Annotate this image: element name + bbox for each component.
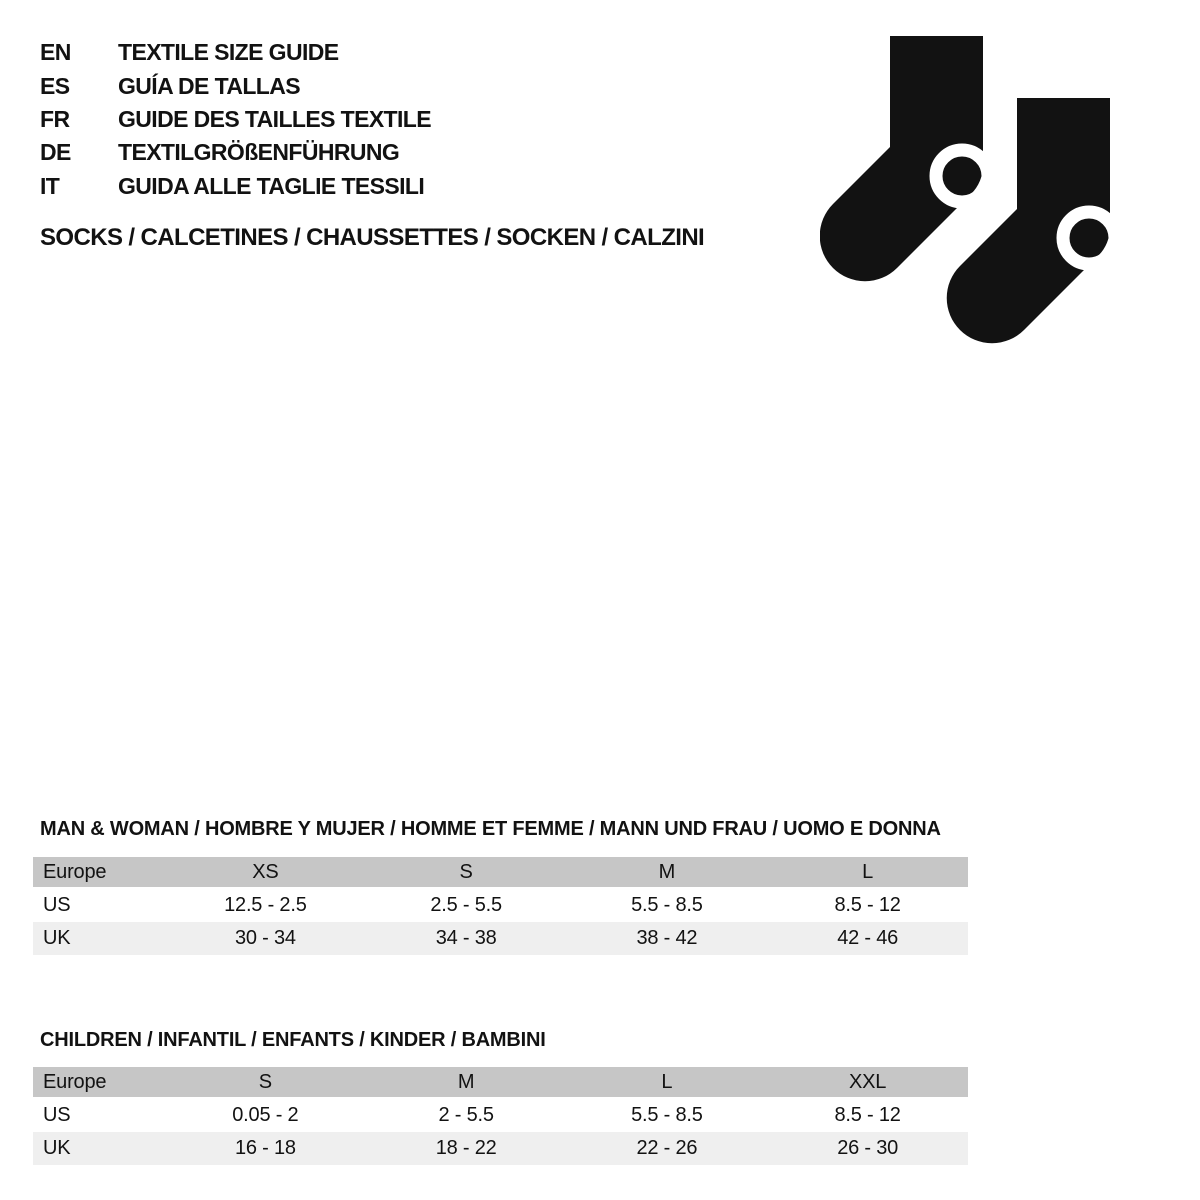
column-header: L [862,860,874,883]
table-cell: 42 - 46 [837,927,899,949]
language-row-fr [40,103,431,136]
language-title: GUIDA ALLE TAGLIE TESSILI [118,172,425,199]
language-row-it [40,170,431,203]
language-list [40,36,431,203]
table-header-row [33,857,968,887]
table-cell: 16 - 18 [234,1137,296,1159]
table-cell: 2 - 5.5 [438,1104,494,1126]
language-code: EN [40,39,71,66]
row-label: US [43,1104,71,1126]
language-code: DE [40,139,71,166]
table-cell: 30 - 34 [234,927,296,949]
column-header: S [459,860,473,883]
language-code: ES [40,72,70,99]
table-cell: 8.5 - 12 [834,1104,901,1126]
table-cell: 2.5 - 5.5 [430,894,502,916]
language-title: TEXTILE SIZE GUIDE [118,39,339,66]
row-label: US [43,894,71,916]
row-label: UK [43,1137,71,1159]
language-row-en [40,36,431,69]
column-header: L [661,1070,673,1093]
table-cell: 34 - 38 [435,927,497,949]
language-row-de [40,136,431,169]
table-row-us [33,889,968,922]
table-row-uk [33,1132,968,1165]
children-table [33,1067,968,1165]
table-header-row [33,1067,968,1097]
table-cell: 38 - 42 [636,927,698,949]
socks-icon [820,36,1120,348]
table-cell: 5.5 - 8.5 [631,1104,703,1126]
table-cell: 12.5 - 2.5 [224,894,307,916]
column-header: Europe [43,860,107,883]
language-code: FR [40,105,70,132]
language-code: IT [40,172,60,199]
language-row-es [40,69,431,102]
column-header: XS [252,860,279,883]
man-woman-table [33,857,968,955]
table-cell: 22 - 26 [636,1137,698,1159]
language-title: GUÍA DE TALLAS [118,72,300,99]
table-cell: 18 - 22 [435,1137,497,1159]
category-title: SOCKS / CALCETINES / CHAUSSETTES / SOCKEN / CALZINI [40,224,705,251]
language-title: GUIDE DES TAILLES TEXTILE [118,105,431,132]
column-header: M [457,1070,475,1093]
table-cell: 26 - 30 [837,1137,899,1159]
table-row-us [33,1099,968,1132]
table-cell: 5.5 - 8.5 [631,894,703,916]
column-header: M [658,860,676,883]
table-cell: 8.5 - 12 [834,894,901,916]
column-header: XXL [849,1070,887,1093]
row-label: UK [43,927,71,949]
column-header: Europe [43,1070,107,1093]
table-cell: 0.05 - 2 [232,1104,299,1126]
man-woman-table-title: MAN & WOMAN / HOMBRE Y MUJER / HOMME ET FEMME / MANN UND FRAU / UOMO E DONNA [40,818,941,840]
language-title: TEXTILGRÖßENFÜHRUNG [118,139,400,166]
children-table-title: CHILDREN / INFANTIL / ENFANTS / KINDER / BAMBINI [40,1029,546,1051]
column-header: S [258,1070,272,1093]
table-row-uk [33,922,968,955]
